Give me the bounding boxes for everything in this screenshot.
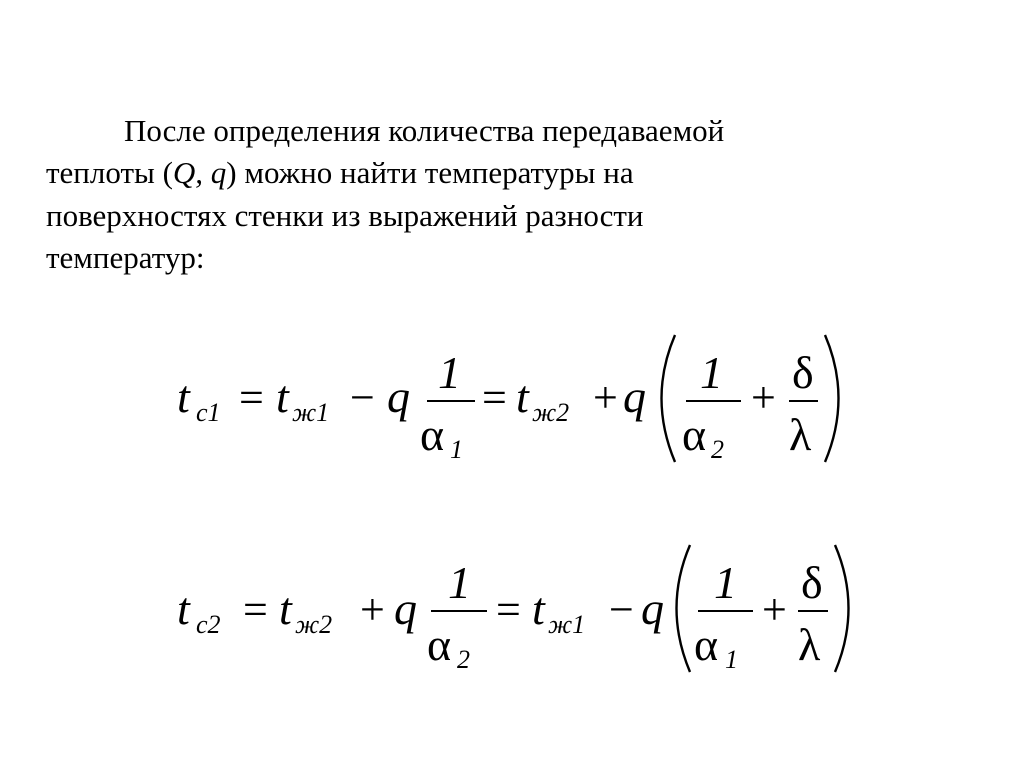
f1-t1: t (276, 371, 289, 422)
f1-frac2-den: α (682, 409, 707, 460)
f1-q2: q (623, 371, 646, 422)
f1-frac2-den-sub: 2 (711, 435, 724, 464)
f2-frac1-den: α (427, 619, 452, 670)
f2-t1-sub: ж2 (295, 610, 333, 639)
f1-frac3-den: λ (789, 409, 812, 460)
f2-q1: q (394, 583, 417, 634)
formula-1 (177, 335, 839, 464)
f2-eq-2: = (496, 585, 521, 634)
f2-plus-2: + (762, 585, 787, 634)
f2-t2-sub: ж1 (548, 610, 586, 639)
f2-eq-1: = (243, 585, 268, 634)
f1-t1-sub: ж1 (292, 398, 330, 427)
paragraph-line-4: температур: (46, 240, 205, 276)
f1-frac1-num: 1 (438, 347, 461, 398)
f1-plus-1: + (593, 373, 618, 422)
f2-minus-1: − (609, 585, 634, 634)
f1-lhs-t: t (177, 371, 190, 422)
f2-q2: q (641, 583, 664, 634)
f1-plus-2: + (751, 373, 776, 422)
f2-t1: t (279, 583, 292, 634)
f2-left-paren (677, 545, 691, 672)
f2-frac1-num: 1 (448, 557, 471, 608)
formula-2 (177, 545, 849, 674)
f1-frac3-num: δ (792, 347, 814, 398)
f1-t2: t (516, 371, 529, 422)
paragraph-line-3: поверхностях стенки из выражений разности (46, 197, 644, 233)
f2-frac3-den: λ (798, 619, 821, 670)
f1-eq-1: = (239, 373, 264, 422)
paragraph-line-2-end: ) можно найти температуры на (226, 155, 634, 191)
f1-minus-1: − (350, 373, 375, 422)
f1-t2-sub: ж2 (532, 398, 570, 427)
f1-q1: q (387, 371, 410, 422)
f2-frac2-den-sub: 1 (725, 645, 738, 674)
f1-frac1-den-sub: 1 (450, 435, 463, 464)
f2-lhs-sub: с2 (196, 610, 221, 639)
f2-frac1-den-sub: 2 (457, 645, 470, 674)
f2-frac2-num: 1 (714, 557, 737, 608)
paragraph-line-1: После определения количества передаваемой (124, 113, 725, 148)
f1-frac1-den: α (420, 409, 445, 460)
f1-left-paren (662, 335, 676, 462)
f1-eq-2: = (482, 373, 507, 422)
f1-frac2-num: 1 (700, 347, 723, 398)
heat-symbols: Q, q (172, 155, 227, 191)
f1-right-paren (825, 335, 839, 462)
f2-frac3-num: δ (801, 557, 823, 608)
f2-frac2-den: α (694, 619, 719, 670)
f2-right-paren (835, 545, 849, 672)
paragraph-line-2-start: теплоты ( (46, 155, 173, 191)
f2-plus-1: + (360, 585, 385, 634)
f1-lhs-sub: с1 (196, 398, 221, 427)
f2-lhs-t: t (177, 583, 190, 634)
f2-t2: t (532, 583, 545, 634)
